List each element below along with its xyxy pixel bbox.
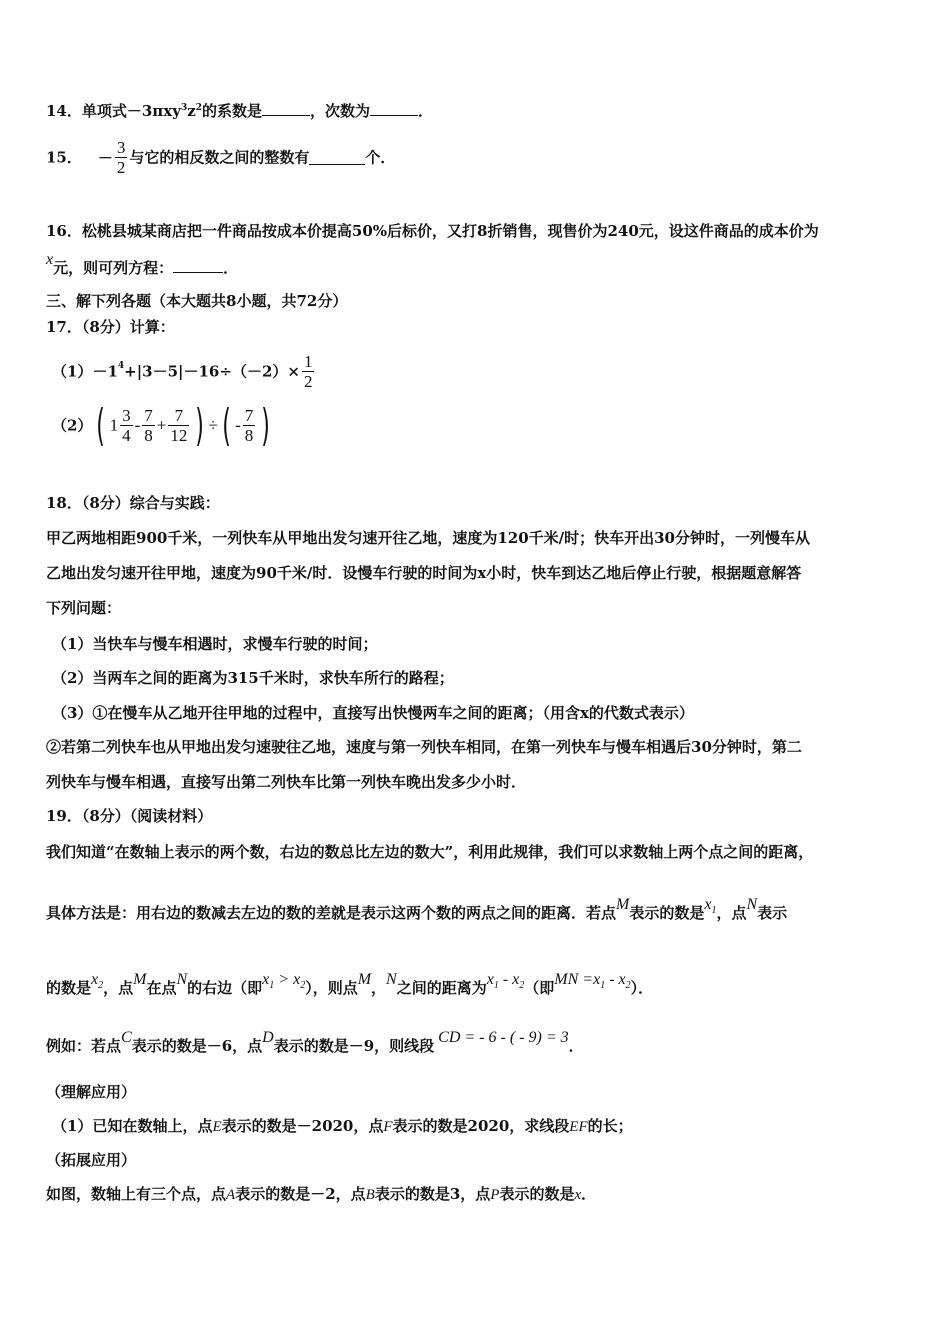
question-18-sub3: （3）①在慢车从乙地开往甲地的过程中，直接写出快慢两车之间的距离；（用含x的代数式表示） [52, 704, 694, 722]
question-19-extend-text: 如图，数轴上有三个点，点A表示的数是－2，点B表示的数是3，点P表示的数是x． [46, 1185, 597, 1203]
question-16-line1: 16．松桃县城某商店把一件商品按成本价提高50%后标价，又打8折销售，现售价为240元，设这件商品的成本价为 [46, 222, 819, 240]
fraction: $\frac{1}{2}$ [303, 352, 313, 391]
question-17-part1: $(1)-1^4+|3-5|-16\div(-2)\times$ $\frac{1}{2}$ [52, 352, 313, 391]
question-19-example: 例如：若点C表示的数是－6，点D表示的数是－9，则线段 CD = - 6 - ( - 9) = 3． [46, 1029, 584, 1055]
question-19-text: 的数是$x^2$，点M在点N的右边（即$x^1 > x^2$），则点M，N之间的距离为$x^1 - x^2$（即MN $=x^1 - x^2$）． [46, 971, 654, 997]
question-17-part2: （2）( 1 $\frac{3}{4}$ - $\frac{7}{8}$ + $\frac{7}{12}$ ) ÷( - $\frac{7}{8}$ ) [52, 399, 271, 451]
answer-blank[interactable] [370, 101, 418, 116]
question-18-sub4: 列快车与慢车相遇，直接写出第二列快车比第一列快车晚出发多少小时． [46, 773, 527, 791]
question-18-sub1: （1）当快车与慢车相遇时，求慢车行驶的时间； [52, 635, 378, 653]
answer-blank[interactable] [173, 258, 223, 273]
question-19-extend-heading: （拓展应用） [46, 1151, 137, 1169]
question-17-title: 17．（8分）计算： [46, 318, 175, 336]
question-16-line2: x元，则可列方程： ． [46, 251, 239, 277]
answer-blank[interactable] [309, 150, 365, 165]
question-18-sub2: （2）当两车之间的距离为315千米时，求快车所行的路程； [52, 669, 454, 687]
section-heading: 三、解下列各题（本大题共8小题，共72分） [46, 292, 348, 310]
question-18-title: 18．（8分）综合与实践： [46, 494, 220, 512]
answer-blank[interactable] [262, 101, 310, 116]
question-19-apply-heading: （理解应用） [46, 1083, 137, 1101]
question-19-title: 19．（8分）（阅读材料） [46, 807, 213, 825]
question-18-sub4: ②若第二列快车也从甲地出发匀速驶往乙地，速度与第一列快车相同，在第一列快车与慢车相遇后30分钟时，第二 [46, 738, 802, 756]
question-15: 15． － $\frac{3}{2}$ 与它的相反数之间的整数有 个． [46, 138, 396, 177]
question-18-text: 乙地出发匀速开往甲地，速度为90千米/时．设慢车行驶的时间为x小时，快车到达乙地后停止行驶，根据题意解答 [46, 564, 802, 582]
question-19-apply-1: （1）已知在数轴上，点E表示的数是－2020，点F表示的数是2020，求线段EF的长； [52, 1117, 633, 1135]
question-14: 14．单项式$-3\pi xy^3z^2$的系数是 ，次数为 ． [46, 102, 434, 120]
question-18-text: 甲乙两地相距900千米，一列快车从甲地出发匀速开往乙地，速度为120千米/时；快车开出30分钟时，一列慢车从 [46, 529, 810, 547]
question-19-text: 我们知道“在数轴上表示的两个数，右边的数总比左边的数大”，利用此规律，我们可以求数轴上两个点之间的距离， [46, 843, 814, 861]
question-18-text: 下列问题： [46, 599, 122, 617]
fraction: $\frac{3}{2}$ [116, 138, 126, 177]
question-19-text: 具体方法是：用右边的数减去左边的数的差就是表示这两个数的两点之间的距离．若点M表示的数是$x^1$，点N表示 [46, 896, 788, 922]
